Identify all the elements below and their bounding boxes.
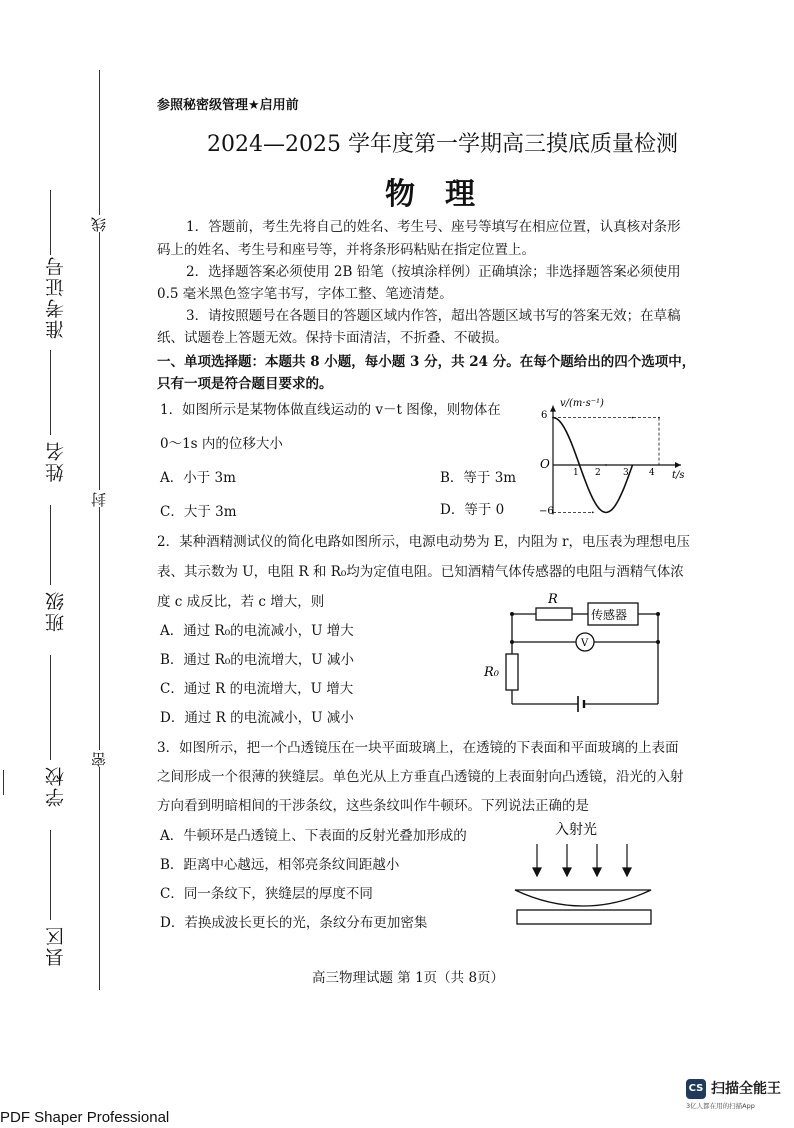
section-heading: 一、单项选择题：本题共 8 小题，每小题 3 分，共 24 分。在每个题给出的四个选项中， [157, 354, 696, 370]
instruction-line: 3．请按照题号在各题目的答题区域内作答，超出答题区域书写的答案无效；在草稿 [186, 308, 681, 324]
q3-option-b: B．距离中心越远，相邻亮条纹间距越小 [160, 857, 400, 873]
q3-stem: 3．如图所示，把一个凸透镜压在一块平面玻璃上，在透镜的下表面和平面玻璃的上表面 [157, 740, 679, 756]
junction [656, 612, 660, 616]
watermark: PDF Shaper Professional [0, 1109, 170, 1126]
district-blank [50, 830, 51, 920]
vt-y-arrow [550, 406, 556, 412]
circuit-r-label: R [548, 592, 558, 607]
junction [510, 612, 514, 616]
circuit-voltmeter-label: V [581, 638, 589, 649]
vt-ytick-neg6: −6 [539, 506, 554, 517]
arrow-icon [533, 868, 541, 876]
q1-option-c: C．大于 3m [160, 504, 237, 520]
vt-ylabel: v/(m·s⁻¹) [560, 398, 604, 409]
vt-axes [550, 406, 681, 515]
class-label: 班级 [45, 590, 67, 632]
vt-data-point [658, 417, 660, 419]
q2-option-a: A．通过 R₀的电流减小，U 增大 [160, 623, 354, 639]
q2-option-b: B．通过 R₀的电流增大，U 减小 [160, 652, 354, 668]
section-heading: 只有一项是符合题目要求的。 [157, 376, 333, 392]
subject-title: 物 理 [385, 177, 475, 212]
convex-lens [515, 890, 651, 906]
arrow-icon [593, 868, 601, 876]
district-label: 县区 [45, 925, 67, 967]
q2-stem: 2．某种酒精测试仪的简化电路如图所示，电源电动势为 E，内阻为 r，电压表为理想电压 [157, 534, 690, 550]
arrow-icon [623, 868, 631, 876]
incident-light-label: 入射光 [555, 822, 597, 838]
junction [510, 640, 514, 644]
vt-ytick-6: 6 [541, 410, 548, 421]
class-blank [50, 505, 51, 585]
exam-title: 2024—2025 学年度第一学期高三摸底质量检测 [207, 132, 678, 157]
q1-option-a: A．小于 3m [160, 470, 236, 486]
vt-data-point [592, 512, 594, 514]
circuit-r0-label: R₀ [484, 665, 499, 680]
q1-stem: 1．如图所示是某物体做直线运动的 v－t 图像，则物体在 [160, 402, 501, 418]
circuit-diagram [480, 590, 670, 720]
resistor-r0 [506, 654, 518, 690]
vt-xtick-4: 4 [649, 468, 655, 478]
instruction-line: 1．答题前，考生先将自己的姓名、考生号、座号等填写在相应位置，认真核对条形 [186, 219, 681, 235]
q2-stem: 度 c 成反比，若 c 增大，则 [157, 594, 325, 610]
seal-char-seal: 封 [90, 490, 108, 507]
vt-xtick-1: 1 [573, 468, 579, 478]
school-blank [50, 655, 51, 760]
name-label: 姓名 [45, 440, 67, 482]
q3-option-c: C．同一条纹下，狭缝层的厚度不同 [160, 886, 373, 902]
arrow-icon [563, 868, 571, 876]
q2-option-c: C．通过 R 的电流增大，U 增大 [160, 681, 354, 697]
circuit-sensor-label: 传感器 [591, 608, 628, 622]
vt-x-arrow [675, 462, 681, 468]
scanner-brand: 扫描全能王 [711, 1081, 781, 1097]
instruction-line: 纸、试题卷上答题无效。保持卡面清洁，不折叠、不破损。 [157, 330, 508, 346]
q1-stem: 0～1s 内的位移大小 [160, 436, 283, 452]
name-blank [50, 350, 51, 435]
flat-glass [517, 910, 651, 924]
newton-ring-figure [505, 818, 665, 930]
instruction-line: 码上的姓名、考生号和座号等，并将条形码粘贴在指定位置上。 [157, 242, 535, 258]
q3-stem: 之间形成一个很薄的狭缝层。单色光从上方垂直凸透镜的上表面射向凸透镜，沿光的入射 [157, 769, 684, 785]
margin-mark [3, 770, 4, 795]
vt-data-point [605, 464, 607, 466]
q1-option-d: D．等于 0 [440, 502, 505, 518]
exam-id-label: 准考证号 [45, 255, 67, 339]
resistor-r [536, 608, 572, 620]
junction [656, 640, 660, 644]
q3-option-d: D．若换成波长更长的光，条纹分布更加密集 [160, 915, 428, 931]
scanner-sub: 3亿人都在用的扫描App [686, 1102, 755, 1110]
q1-option-b: B．等于 3m [440, 470, 517, 486]
instruction-line: 0.5 毫米黑色签字笔书写，字体工整、笔迹清楚。 [157, 286, 453, 302]
q2-stem: 表、其示数为 U，电阻 R 和 R₀均为定值电阻。已知酒精气体传感器的电阻与酒精气体浓 [157, 564, 684, 580]
scanner-logo: CS [686, 1079, 706, 1099]
vt-xtick-2: 2 [595, 468, 601, 478]
binding-line [99, 70, 100, 990]
q2-option-d: D．通过 R 的电流减小，U 减小 [160, 710, 354, 726]
vt-data-point [632, 417, 634, 419]
vt-xtick-3: 3 [623, 468, 629, 478]
seal-char-line: 线 [90, 215, 108, 232]
seal-char-secret: 密 [90, 750, 108, 767]
exam-id-blank [50, 190, 51, 255]
school-label: 学校 [45, 765, 67, 807]
q3-stem: 方向看到明暗相间的干涉条纹，这些条纹叫作牛顿环。下列说法正确的是 [157, 798, 589, 814]
instruction-line: 2．选择题答案必须使用 2B 铅笔（按填涂样例）正确填涂；非选择题答案必须使用 [186, 264, 681, 280]
vt-xlabel: t/s [672, 470, 685, 481]
vt-graph [535, 392, 695, 524]
vt-origin: O [540, 457, 550, 471]
page-footer: 高三物理试题 第 1页（共 8页） [312, 970, 505, 986]
q3-option-a: A．牛顿环是凸透镜上、下表面的反射光叠加形成的 [160, 828, 467, 844]
confidential-label: 参照秘密级管理★启用前 [157, 98, 299, 113]
